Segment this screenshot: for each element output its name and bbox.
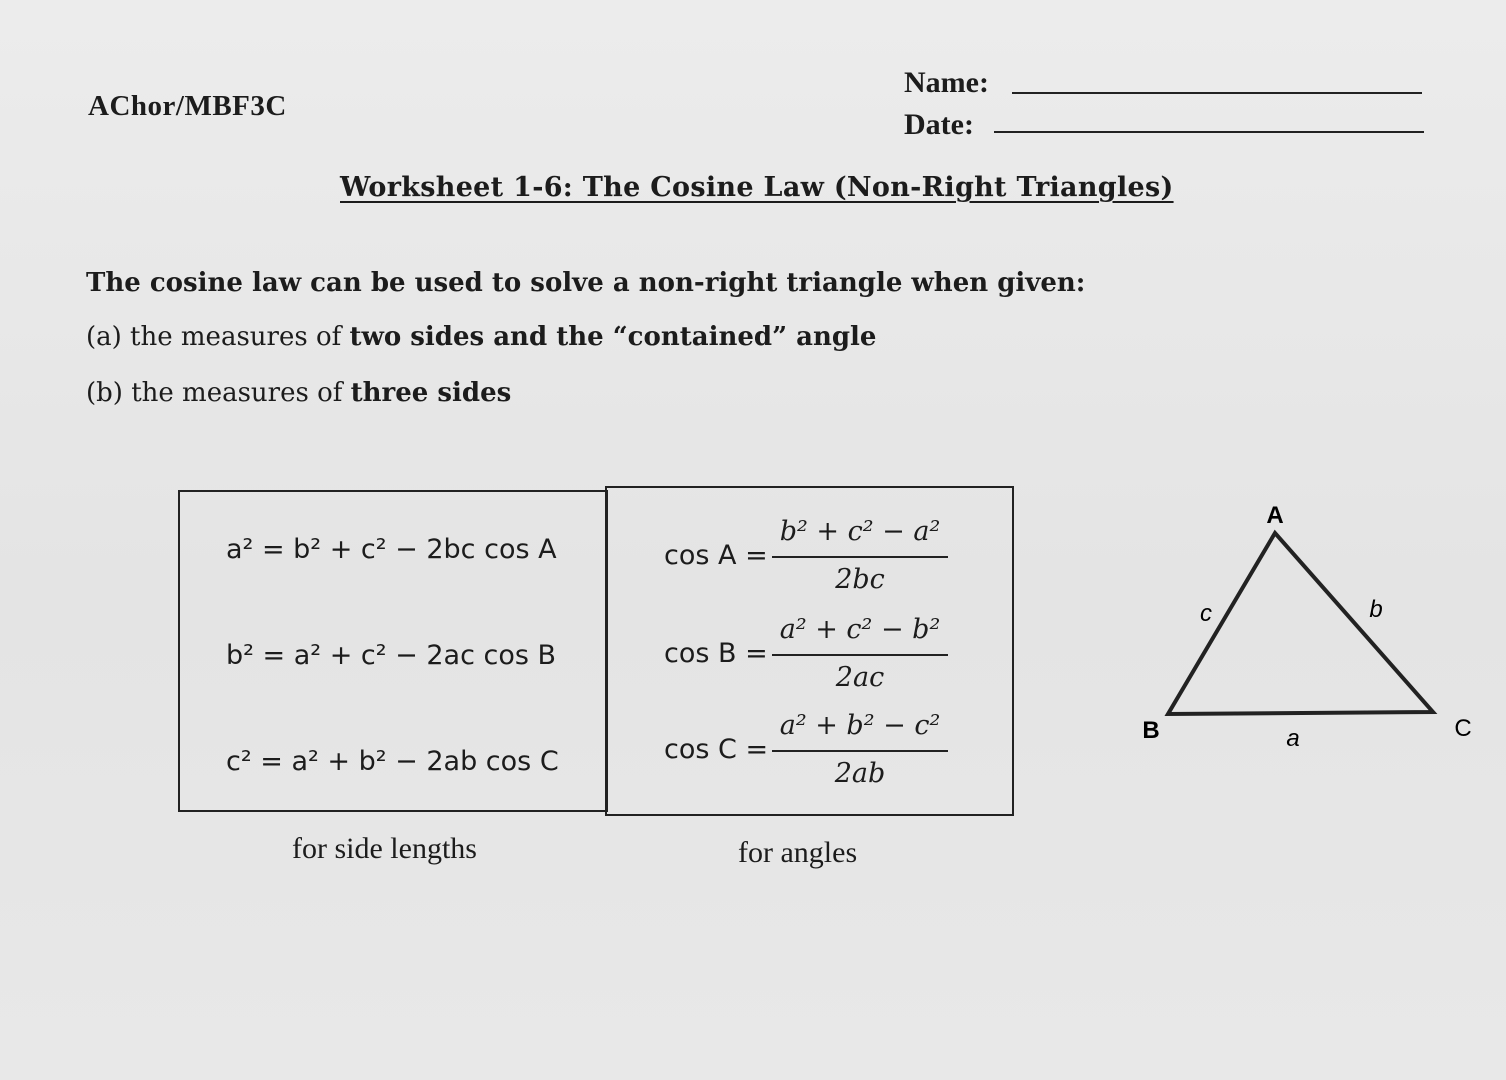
date-line	[994, 131, 1424, 133]
worksheet-title: Worksheet 1-6: The Cosine Law (Non-Right Triangles)	[340, 172, 1174, 203]
vertex-a-label: A	[1266, 502, 1284, 529]
cos-b-numerator: a² + c² − b²	[779, 614, 941, 645]
cos-a-fraction-bar	[772, 556, 948, 558]
cos-c-lhs: cos C =	[664, 734, 769, 765]
cos-b-lhs: cos B =	[664, 638, 768, 669]
cos-a-lhs: cos A =	[664, 540, 768, 571]
cos-b-denominator: 2ac	[835, 662, 885, 693]
cos-a-numerator: b² + c² − a²	[779, 516, 941, 547]
cos-a-denominator: 2bc	[835, 564, 885, 595]
side-formula-c: c² = a² + b² − 2ab cos C	[226, 746, 559, 777]
cos-b-fraction-bar	[772, 654, 948, 656]
date-label: Date:	[904, 108, 974, 141]
cos-c-fraction-bar	[772, 750, 948, 752]
intro-lead: The cosine law can be used to solve a non-right triangle when given:	[86, 268, 1086, 298]
intro-item-a	[86, 322, 876, 352]
cos-c-numerator: a² + b² − c²	[779, 710, 941, 741]
item-a-bold: two sides and the “contained” angle	[349, 322, 877, 352]
triangle-diagram	[1130, 495, 1490, 755]
vertex-b-label: B	[1142, 717, 1160, 744]
side-a-label: a	[1286, 725, 1300, 752]
intro-item-b	[86, 378, 511, 408]
item-a-prefix: (a) the measures of	[86, 322, 350, 352]
item-b-prefix: (b) the measures of	[86, 378, 351, 408]
side-formula-b: b² = a² + c² − 2ac cos B	[226, 640, 557, 671]
name-label: Name:	[904, 66, 989, 99]
side-c-label: c	[1200, 600, 1212, 627]
cos-c-denominator: 2ab	[834, 758, 886, 789]
side-b-label: b	[1369, 596, 1383, 623]
caption-angles: for angles	[738, 836, 858, 869]
side-formula-a: a² = b² + c² − 2bc cos A	[226, 534, 557, 565]
item-b-bold: three sides	[350, 378, 512, 408]
caption-side-lengths: for side lengths	[292, 832, 477, 865]
course-code: AChor/MBF3C	[88, 90, 287, 122]
name-line	[1012, 92, 1422, 94]
vertex-c-label: C	[1454, 715, 1472, 742]
